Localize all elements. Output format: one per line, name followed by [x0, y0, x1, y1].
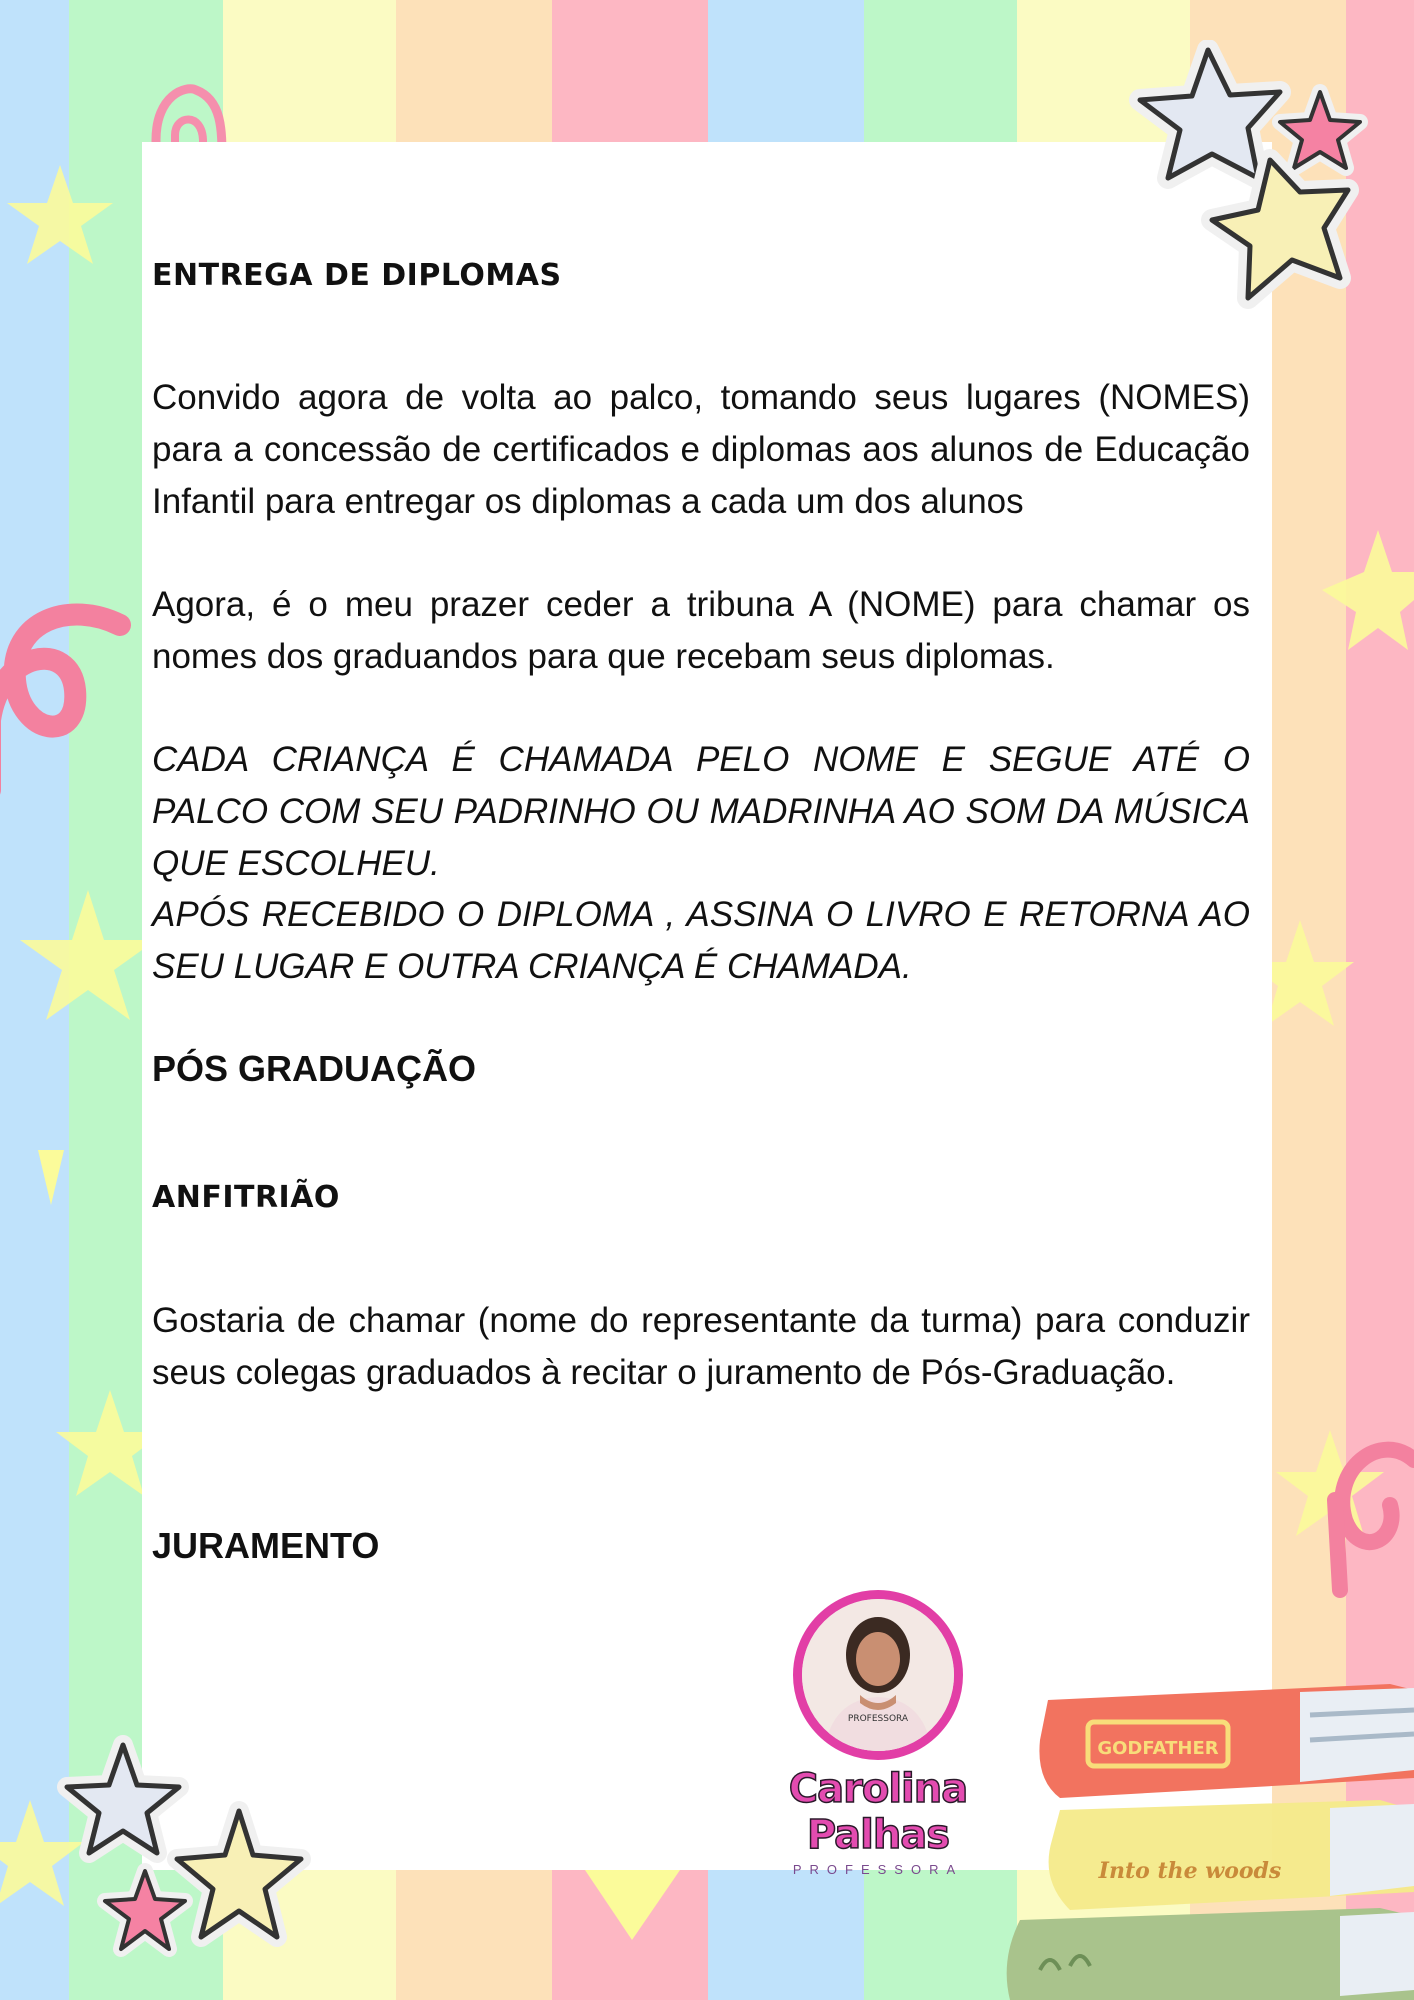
instruction-paragraph-1: CADA CRIANÇA É CHAMADA PELO NOME E SEGUE ATÉ O PALCO COM SEU PADRINHO OU MADRINHA AO SOM DA MÚSICA QUE ESCOLHEU.: [152, 740, 1250, 883]
avatar-shirt-text: PROFESSORA: [847, 1714, 909, 1724]
brand-role: PROFESSORA: [792, 1862, 964, 1877]
book-title-2: Into the woods: [1098, 1858, 1282, 1884]
star-icon-cluster-bottom: [55, 1735, 315, 1995]
portrait-icon: [802, 1599, 954, 1751]
entrega-paragraph-1: Convido agora de volta ao palco, tomando seus lugares (NOMES) para a concessão de certificados e diplomas aos alunos de Educação Infantil para entregar os diplomas a cada um dos alunos: [152, 378, 1250, 521]
instruction-paragraph-2: APÓS RECEBIDO O DIPLOMA , ASSINA O LIVRO E RETORNA AO SEU LUGAR E OUTRA CRIANÇA É CHAMADA.: [152, 895, 1250, 986]
section-title-anfitriao: ANFITRIÃO: [152, 1180, 340, 1215]
anfitriao-paragraph: Gostaria de chamar (nome do representante da turma) para conduzir seus colegas graduados à recitar o juramento de Pós-Graduação.: [152, 1301, 1250, 1392]
juramento-heading: JURAMENTO: [152, 1525, 380, 1566]
brand-logo: [718, 1590, 1038, 1877]
entrega-paragraph-2: Agora, é o meu prazer ceder a tribuna A (NOME) para chamar os nomes dos graduandos para que recebam seus diplomas.: [152, 585, 1250, 676]
books-icon: [1000, 1670, 1414, 2000]
star-icon-cluster-top: [1120, 40, 1380, 320]
book-title-1: GODFATHER: [1097, 1738, 1219, 1759]
avatar: [793, 1590, 963, 1760]
section-title-entrega: ENTREGA DE DIPLOMAS: [152, 258, 562, 293]
brand-name: Carolina Palhas: [788, 1766, 968, 1858]
pos-graduacao-heading: PÓS GRADUAÇÃO: [152, 1048, 477, 1089]
